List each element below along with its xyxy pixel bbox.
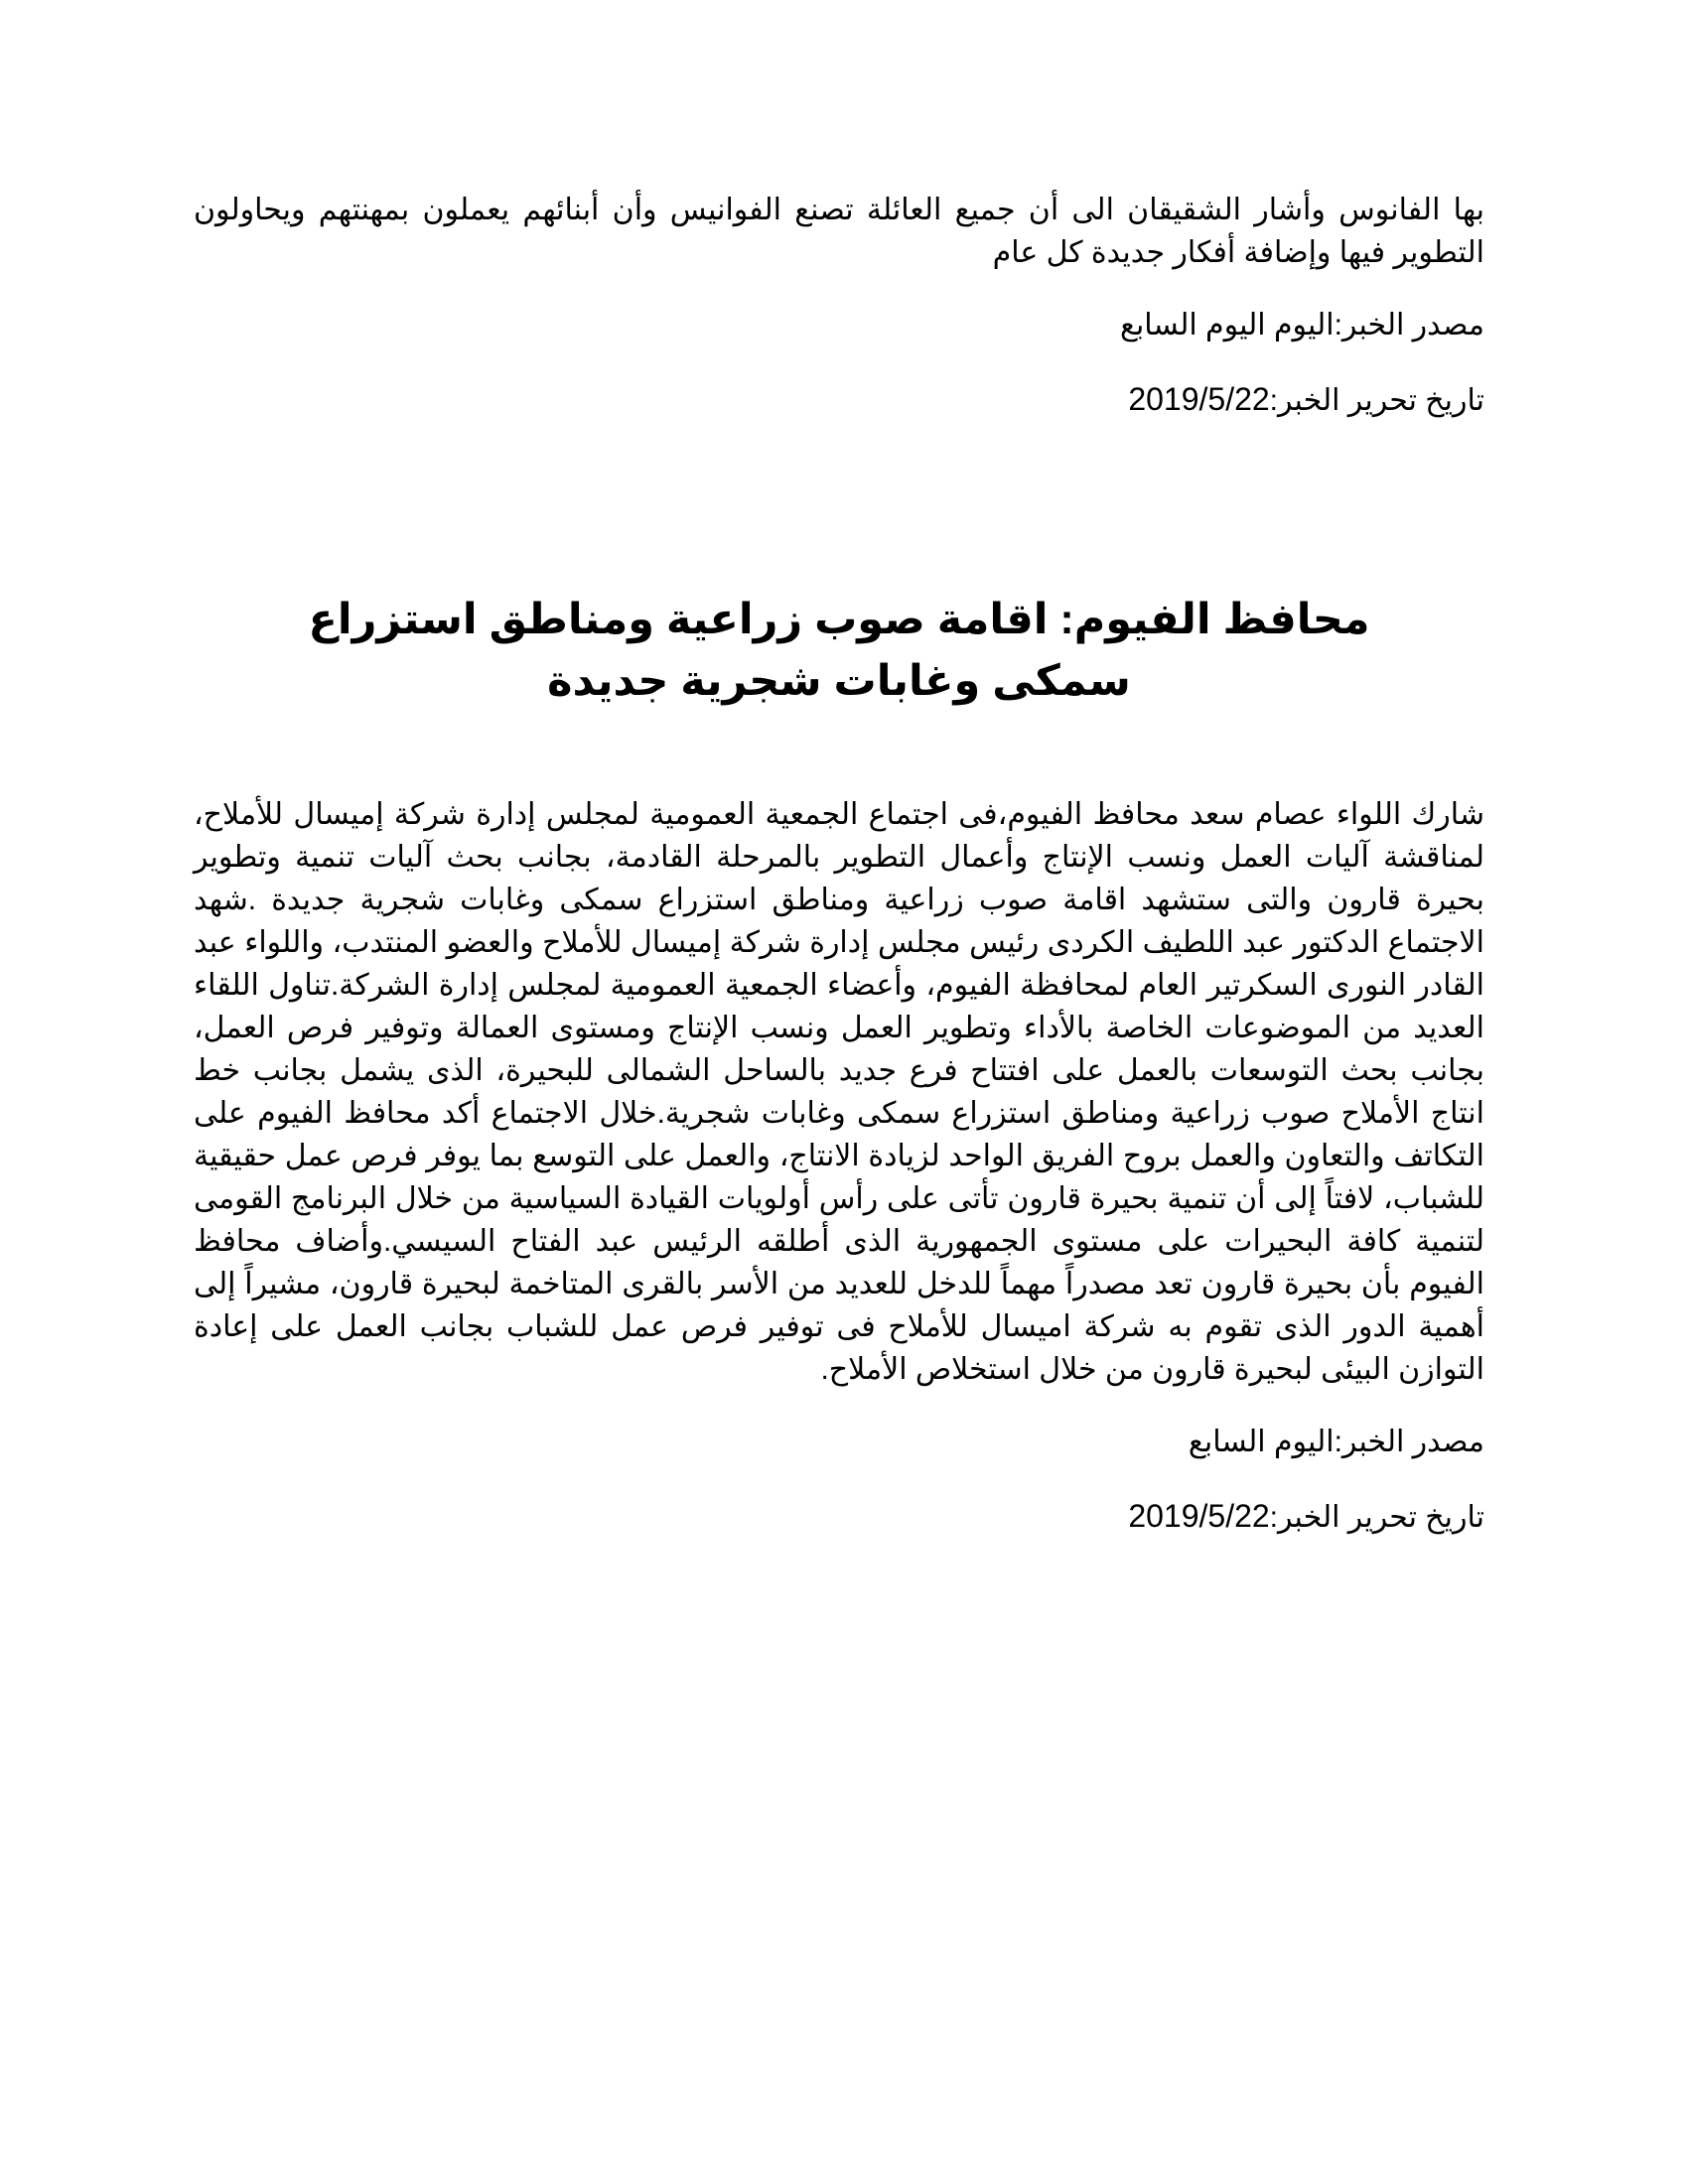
news-source-label: مصدر الخبر: xyxy=(1334,309,1484,341)
article-source-value: اليوم السابع xyxy=(1188,1426,1335,1458)
article-body: شارك اللواء عصام سعد محافظ الفيوم،فى اجتماع الجمعية العمومية لمجلس إدارة شركة إميسال للأملاح، لمناقشة آليات العمل ونسب الإنتاج وأعمال التطوير بالمرحلة القادمة، بجانب بحث آليات تنمية وتطوير بحيرة قارون والتى ستشهد اقامة صوب زراعية ومناطق استزراع سمكى وغابات شجرية جديدة .شهد الاجتماع الدكتور عبد اللطيف الكردى رئيس مجلس إدارة شركة إميسال للأملاح والعضو المنتدب، واللواء عبد القادر النورى السكرتير العام لمحافظة الفيوم، وأعضاء الجمعية العمومية لمجلس إدارة الشركة.تناول اللقاء العديد من الموضوعات الخاصة بالأداء وتطوير العمل ونسب الإنتاج ومستوى العمالة وتوفير فرص العمل، بجانب بحث التوسعات بالعمل على افتتاح فرع جديد بالساحل الشمالى للبحيرة، الذى يشمل بجانب خط انتاج الأملاح صوب زراعية ومناطق استزراع سمكى وغابات شجرية.خلال الاجتماع أكد محافظ الفيوم على التكاتف والتعاون والعمل بروح الفريق الواحد لزيادة الانتاج، والعمل على التوسع بما يوفر فرص عمل حقيقية للشباب، لافتاً إلى أن تنمية بحيرة قارون تأتى على رأس أولويات القيادة السياسية من خلال البرنامج القومى لتنمية كافة البحيرات على مستوى الجمهورية الذى أطلقه الرئيس عبد الفتاح السيسي.وأضاف محافظ الفيوم بأن بحيرة قارون تعد مصدراً مهماً للدخل للعديد من الأسر بالقرى المتاخمة لبحيرة قارون، مشيراً إلى أهمية الدور الذى تقوم به شركة اميسال للأملاح فى توفير فرص عمل للشباب بجانب العمل على إعادة التوازن البيئى لبحيرة قارون من خلال استخلاص الأملاح. xyxy=(194,798,1484,1386)
document-page xyxy=(194,189,1484,1539)
intro-paragraph: بها الفانوس وأشار الشقيقان الى أن جميع العائلة تصنع الفوانيس وأن أبنائهم يعملون بمهنتهم ويحاولون التطوير فيها وإضافة أفكار جديدة كل عام xyxy=(194,194,1484,269)
news-date-value: 2019/5/22 xyxy=(1128,381,1270,417)
article-source-label: مصدر الخبر: xyxy=(1334,1426,1484,1458)
article-date-line xyxy=(194,1495,1484,1539)
article-date-label: تاريخ تحرير الخبر: xyxy=(1269,1501,1484,1534)
article-source-line xyxy=(194,1421,1484,1463)
news-date-label: تاريخ تحرير الخبر: xyxy=(1269,384,1484,417)
news-source-value: اليوم اليوم السابع xyxy=(1119,309,1335,341)
article-headline: محافظ الفيوم: اقامة صوب زراعية ومناطق استزراع سمكى وغابات شجرية جديدة xyxy=(308,596,1370,705)
news-source-line xyxy=(194,304,1484,346)
news-date-line xyxy=(194,378,1484,422)
article-date-value: 2019/5/22 xyxy=(1128,1498,1270,1534)
